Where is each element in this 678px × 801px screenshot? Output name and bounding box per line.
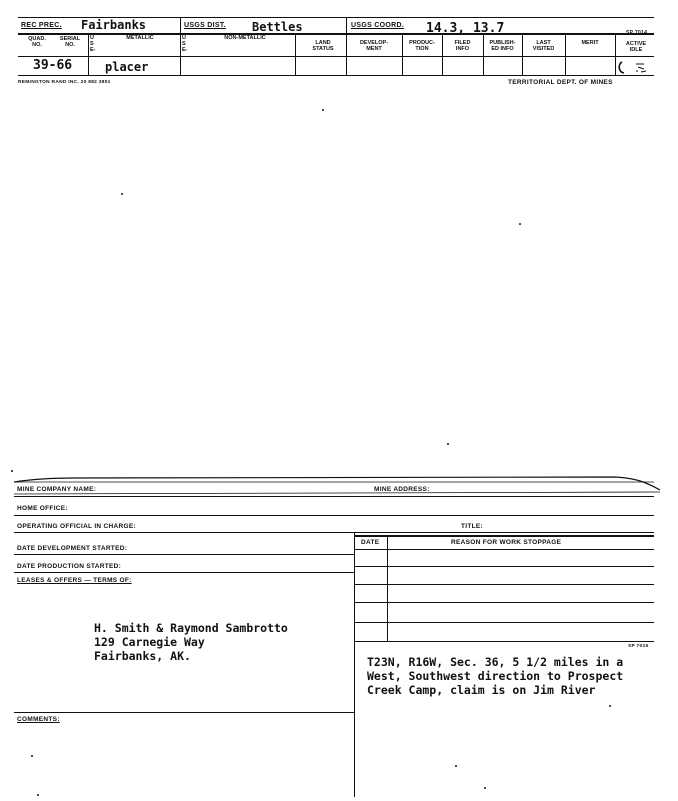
- rec-prec-value: Fairbanks: [81, 18, 147, 32]
- reason-col-label: REASON FOR WORK STOPPAGE: [451, 539, 562, 546]
- card-top-edge: [14, 468, 664, 498]
- scan-speck: [11, 470, 13, 472]
- col-production-header: PRODUC- TION: [409, 40, 435, 52]
- col-serial-header: SERIAL NO.: [59, 36, 81, 48]
- owner-line-1: H. Smith & Raymond Sambrotto: [94, 621, 288, 635]
- bottom-form-code: SP 7015: [628, 644, 649, 649]
- active-idle-mark-icon: [614, 58, 654, 78]
- usgs-dist-label: USGS DIST.: [184, 22, 226, 29]
- scan-speck: [322, 109, 324, 111]
- col-development-header: DEVELOP- MENT: [359, 40, 389, 52]
- col-merit-header: MERIT: [581, 40, 599, 46]
- scan-speck: [519, 223, 521, 225]
- col-use-metallic-header: U S E-: [90, 35, 96, 53]
- col-nonmetallic-header: NON-METALLIC: [224, 35, 266, 41]
- comments-label: COMMENTS:: [17, 716, 60, 723]
- scan-speck: [447, 443, 449, 445]
- leases-label: LEASES & OFFERS — TERMS OF:: [17, 577, 132, 584]
- rec-prec-label: REC PREC.: [21, 22, 62, 29]
- mine-company-name-label: MINE COMPANY NAME:: [17, 486, 97, 493]
- owner-line-3: Fairbanks, AK.: [94, 649, 191, 663]
- usgs-dist-value: Bettles: [252, 20, 303, 34]
- col-quad-header: QUAD. NO.: [28, 36, 46, 48]
- scan-speck: [31, 755, 33, 757]
- col-published-info-header: PUBLISH- ED INFO: [489, 40, 516, 52]
- usgs-coord-label: USGS COORD.: [351, 22, 405, 29]
- location-line-2: West, Southwest direction to Prospect: [367, 669, 624, 683]
- scan-speck: [609, 705, 611, 707]
- territorial-dept: TERRITORIAL DEPT. OF MINES: [508, 79, 613, 86]
- quad-serial-value: 39-66: [33, 58, 73, 73]
- scan-speck: [455, 765, 457, 767]
- top-form-code: SP 7014: [626, 30, 648, 36]
- col-use-nonmetallic-header: U S E-: [182, 35, 188, 53]
- scan-speck: [121, 193, 123, 195]
- date-dev-started-label: DATE DEVELOPMENT STARTED:: [17, 545, 128, 552]
- col-land-status-header: LAND STATUS: [312, 40, 334, 52]
- home-office-label: HOME OFFICE:: [17, 505, 68, 512]
- col-filed-info-header: FILED INFO: [454, 40, 471, 52]
- owner-line-2: 129 Carnegie Way: [94, 635, 205, 649]
- date-col-label: DATE: [361, 539, 380, 546]
- scan-speck: [37, 794, 39, 796]
- scan-speck: [484, 787, 486, 789]
- title-label: TITLE:: [461, 523, 484, 530]
- printer-line: REMINGTON RAND INC. 20 882 3801: [18, 80, 111, 85]
- date-prod-started-label: DATE PRODUCTION STARTED:: [17, 563, 122, 570]
- operating-official-label: OPERATING OFFICIAL IN CHARGE:: [17, 523, 136, 530]
- location-line-3: Creek Camp, claim is on Jim River: [367, 683, 596, 697]
- usgs-coord-value: 14.3, 13.7: [426, 21, 505, 36]
- col-last-visited-header: LAST VISITED: [532, 40, 555, 52]
- location-line-1: T23N, R16W, Sec. 36, 5 1/2 miles in a: [367, 655, 624, 669]
- mine-address-label: MINE ADDRESS:: [374, 486, 430, 493]
- metallic-value: placer: [105, 60, 149, 74]
- col-metallic-header: METALLIC: [126, 35, 154, 41]
- col-active-idle-header: ACTIVE IDLE: [625, 41, 647, 53]
